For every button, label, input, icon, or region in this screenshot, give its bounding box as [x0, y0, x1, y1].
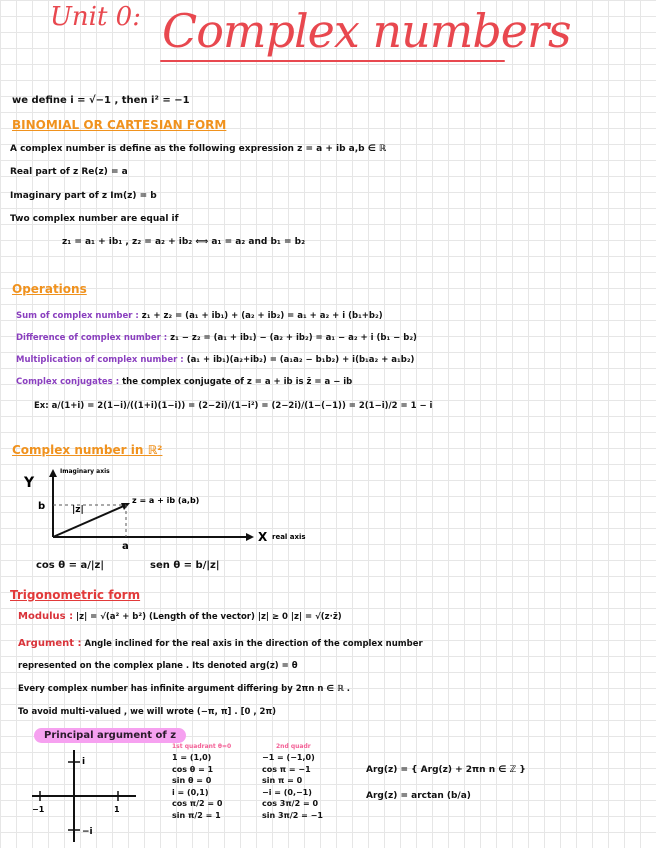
page-title: Complex numbers	[162, 4, 571, 58]
binomial-line-3: Imaginary part of z Im(z) = b	[10, 191, 157, 201]
cos-formula: cos θ = a/|z|	[36, 560, 104, 571]
axis-neg1-label: −1	[32, 805, 45, 814]
real-axis-label: real axis	[272, 533, 306, 541]
arg-set-formula: Arg(z) = { Arg(z) + 2πn n ∈ ℤ }	[366, 765, 526, 775]
axis-neg-i-label: −i	[82, 827, 93, 837]
z-vector	[53, 505, 126, 537]
sum-expr: z₁ + z₂ = (a₁ + ib₁) + (a₂ + ib₂) = a₁ + a₂ + i (b₁+b₂)	[141, 311, 383, 321]
binomial-line-5: z₁ = a₁ + ib₁ , z₂ = a₂ + ib₂ ⟺ a₁ = a₂ and b₁ = b₂	[62, 237, 306, 247]
argument-label: Argument :	[18, 638, 82, 649]
example-label: Ex:	[34, 401, 49, 411]
argument-line-4: To avoid multi-valued , we will wrote (−π, π] . [0 , 2π)	[18, 707, 277, 717]
unit-column-2	[262, 752, 323, 821]
binomial-line-4: Two complex number are equal if	[10, 214, 179, 224]
c1-line: sin θ = 0	[172, 776, 212, 785]
c2-line: sin π = 0	[262, 776, 303, 785]
b-label: b	[38, 501, 46, 512]
c1-line: i = (0,1)	[172, 787, 209, 797]
arctan-formula: Arg(z) = arctan (b/a)	[366, 791, 471, 801]
conj-label: Complex conjugates :	[16, 377, 120, 387]
argument-line-1	[18, 638, 423, 650]
imaginary-axis-label: Imaginary axis	[60, 468, 110, 475]
modulus-label: |z|	[72, 505, 84, 515]
x-axis-arrow	[246, 533, 254, 541]
mult-expr: (a₁ + ib₁)(a₂+ib₂) = (a₁a₂ − b₁b₂) + i(b₁a₂ + a₁b₂)	[186, 355, 415, 365]
unit-column-1	[172, 752, 222, 821]
argument-text-1: Angle inclined for the real axis in the direction of the complex number	[84, 639, 423, 649]
unit-label: Unit 0:	[50, 2, 141, 32]
operations-heading: Operations	[12, 282, 87, 296]
axis-i-label: i	[82, 757, 86, 767]
example-expr: a/(1+i) = 2(1−i)/((1+i)(1−i)) = (2−2i)/(1−i²) = (2−2i)/(1−(−1)) = 2(1−i)/2 = 1 − i	[51, 401, 433, 411]
modulus-expr: |z| = √(a² + b²) (Length of the vector) |z| ≥ 0 |z| = √(z·z̄)	[76, 612, 342, 622]
y-axis-arrow	[49, 469, 57, 477]
diff-label: Difference of complex number :	[16, 333, 168, 343]
sin-formula: sen θ = b/|z|	[150, 560, 220, 571]
quadrant-note-1: 1st quadrant θ=0	[172, 743, 232, 750]
c1-line: cos θ = 1	[172, 764, 214, 774]
quadrant-note-2: 2nd quadr	[276, 743, 311, 750]
modulus-line	[18, 611, 342, 623]
c1-line: cos π/2 = 0	[172, 799, 223, 808]
sum-label: Sum of complex number :	[16, 311, 139, 321]
op-diff	[16, 332, 417, 344]
diff-expr: z₁ − z₂ = (a₁ + ib₁) − (a₂ + ib₂) = a₁ − a₂ + i (b₁ − b₂)	[170, 333, 417, 343]
x-axis-label: X	[258, 530, 268, 544]
c1-line: sin π/2 = 1	[172, 810, 221, 820]
argument-line-3: Every complex number has infinite argument differing by 2πn n ∈ ℝ .	[18, 684, 350, 694]
op-example	[34, 400, 432, 412]
plane-heading: Complex number in ℝ²	[12, 443, 163, 457]
binomial-line-1: A complex number is define as the following expression z = a + ib a,b ∈ ℝ	[10, 144, 387, 154]
principal-argument-badge: Principal argument of z	[34, 728, 186, 743]
complex-plane-diagram	[20, 465, 320, 552]
binomial-heading: BINOMIAL OR CARTESIAN FORM	[12, 118, 227, 132]
op-mult	[16, 354, 414, 366]
point-label: z = a + ib (a,b)	[132, 496, 200, 505]
title-underline	[160, 60, 505, 62]
unit-axes-diagram	[28, 748, 158, 848]
argument-line-2: represented on the complex plane . Its denoted arg(z) = θ	[18, 661, 298, 671]
mult-label: Multiplication of complex number :	[16, 355, 184, 365]
c2-line: cos π = −1	[262, 764, 311, 774]
c2-line: −i = (0,−1)	[262, 787, 312, 797]
y-axis-label: Y	[24, 475, 35, 491]
intro-line: we define i = √−1 , then i² = −1	[12, 95, 190, 106]
c1-line: 1 = (1,0)	[172, 753, 212, 762]
trig-heading: Trigonometric form	[10, 588, 141, 602]
c2-line: cos 3π/2 = 0	[262, 799, 319, 808]
op-conj	[16, 376, 352, 388]
conj-expr: the complex conjugate of z = a + ib is z̄ = a − ib	[122, 377, 353, 387]
c2-line: −1 = (−1,0)	[262, 753, 315, 762]
op-sum	[16, 310, 383, 322]
binomial-line-2: Real part of z Re(z) = a	[10, 167, 128, 177]
c2-line: sin 3π/2 = −1	[262, 810, 323, 820]
modulus-label: Modulus :	[18, 611, 74, 622]
a-label: a	[122, 541, 129, 552]
axis-1-label: 1	[114, 805, 120, 814]
